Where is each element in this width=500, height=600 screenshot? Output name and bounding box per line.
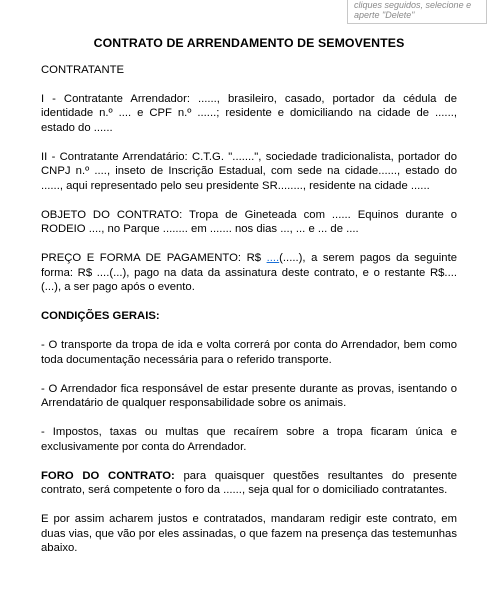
preco-value-link[interactable]: ....: [266, 252, 280, 264]
paragraph-arrendatario: II - Contratante Arrendatário: C.T.G. ".......", sociedade tradicionalista, portador do CNPJ n.º ...., inseto de Inscrição Estadual, com sede na cidade......, estado do ......, aqui representado pelo seu presidente SR........, residente na cidade ......: [41, 150, 457, 192]
paragraph-foro: [41, 469, 457, 498]
foro-label: FORO DO CONTRATO:: [41, 469, 175, 482]
preco-text-start: PREÇO E FORMA DE PAGAMENTO: R$: [41, 252, 267, 264]
contratante-heading: CONTRATANTE: [41, 63, 125, 76]
condition-responsibility: - O Arrendador fica responsável de estar presente durante as provas, isentando o Arrendatário de qualquer responsabilidade sobre os animais.: [41, 382, 457, 409]
note-line-2: aperte "Delete": [354, 10, 415, 20]
preco-text-end: (.....), a serem pagos da seguinte forma: R$ ....(...), pago na data da assinatura deste contrato, e o restante R$....(...), a ser pago após o evento.: [41, 252, 457, 293]
closing-paragraph: E por assim acharem justos e contratados, mandaram redigir este contrato, em duas vias, que vão por eles assinadas, o que fazem na presença das testemunhas abaixo.: [41, 513, 457, 554]
paragraph-objeto: OBJETO DO CONTRATO: Tropa de Gineteada com ...... Equinos durante o RODEIO ...., no Parque ........ em ....... nos dias ..., ... e ... de ....: [41, 208, 457, 235]
note-line-1: cliques seguidos, selecione e: [354, 0, 472, 10]
contract-document: [41, 36, 457, 570]
document-title: CONTRATO DE ARRENDAMENTO DE SEMOVENTES: [93, 36, 405, 50]
foro-text: para quaisquer questões resultantes do presente contrato, será competente o foro da ......, seja qual for o domiciliado contratantes.: [41, 469, 457, 496]
paragraph-preco: [41, 251, 457, 295]
condition-transport: - O transporte da tropa de ida e volta correrá por conta do Arrendador, bem como toda documentação necessária para o referido transporte.: [41, 339, 457, 366]
condition-taxes: - Impostos, taxas ou multas que recaírem sobre a tropa ficaram única e exclusivamente por conta do Arrendador.: [41, 426, 457, 453]
paragraph-arrendador: I - Contratante Arrendador: ......, brasileiro, casado, portador da cédula de identidade n.º .... e CPF n.º ......; residente e domiciliando na cidade de ......, estado do ......: [41, 92, 457, 134]
instruction-note: [347, 0, 487, 24]
conditions-heading: CONDIÇÕES GERAIS:: [41, 310, 160, 322]
